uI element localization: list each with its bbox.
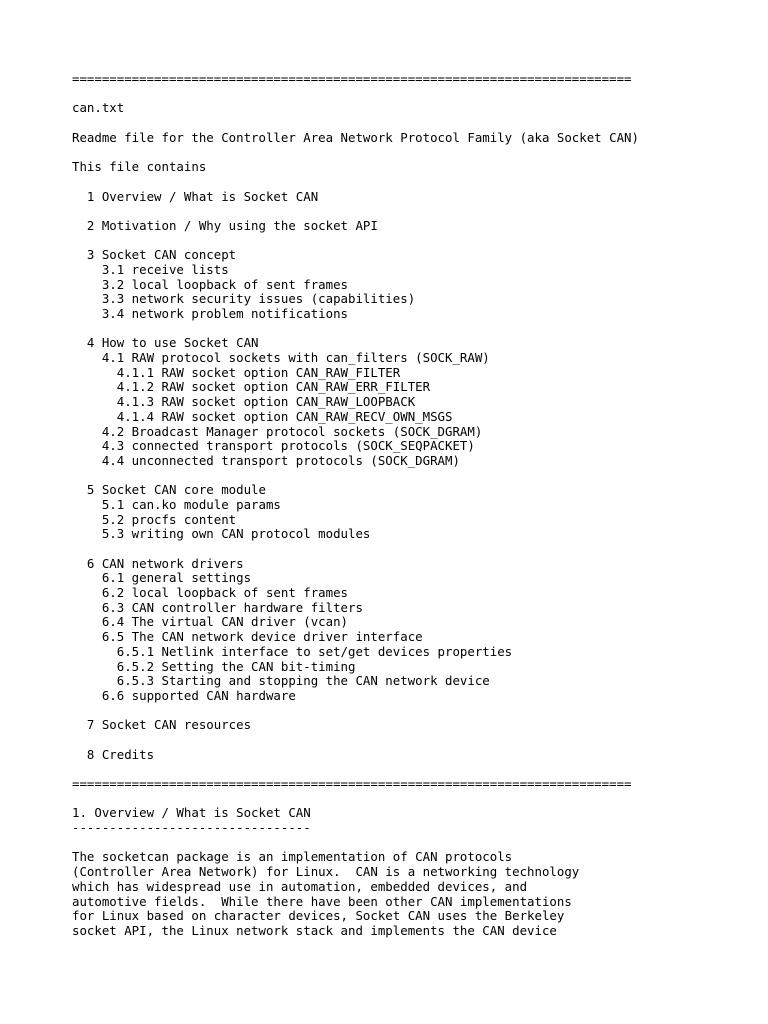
- blank-line: [72, 87, 692, 102]
- body-text-line: The socketcan package is an implementation of CAN protocols: [72, 849, 513, 865]
- toc-subsubentry: 4.1.3 RAW socket option CAN_RAW_LOOPBACK: [72, 394, 416, 410]
- blank-line: [72, 792, 692, 807]
- section-heading: 1. Overview / What is Socket CAN: [72, 805, 311, 821]
- toc-entry: 1 Overview / What is Socket CAN: [72, 188, 319, 204]
- blank-line: [72, 762, 692, 777]
- blank-line: [72, 704, 692, 719]
- separator-line: ===========================================================================: [72, 776, 632, 791]
- toc-subentry: 6.5 The CAN network device driver interface: [72, 629, 423, 645]
- toc-subentry: 4.1 RAW protocol sockets with can_filters (SOCK_RAW): [72, 350, 490, 366]
- blank-line: [72, 733, 692, 748]
- blank-line: [72, 204, 692, 219]
- file-name: can.txt: [72, 100, 125, 116]
- toc-subsubentry: 6.5.1 Netlink interface to set/get devices properties: [72, 643, 513, 659]
- body-text-line: for Linux based on character devices, Socket CAN uses the Berkeley: [72, 908, 565, 924]
- toc-subsubentry: 4.1.4 RAW socket option CAN_RAW_RECV_OWN_MSGS: [72, 408, 453, 424]
- toc-subentry: 3.3 network security issues (capabilities): [72, 291, 416, 307]
- toc-intro: This file contains: [72, 159, 207, 175]
- body-text-line: which has widespread use in automation, embedded devices, and: [72, 878, 528, 894]
- toc-subentry: 4.4 unconnected transport protocols (SOCK_DGRAM): [72, 452, 460, 468]
- toc-subentry: 4.3 connected transport protocols (SOCK_SEQPACKET): [72, 438, 475, 454]
- toc-entry: 2 Motivation / Why using the socket API: [72, 217, 378, 233]
- toc-subentry: 6.4 The virtual CAN driver (vcan): [72, 614, 349, 630]
- toc-subsubentry: 6.5.2 Setting the CAN bit-timing: [72, 658, 356, 674]
- blank-line: [72, 116, 692, 131]
- toc-subsubentry: 6.5.3 Starting and stopping the CAN network device: [72, 673, 490, 689]
- toc-subsubentry: 4.1.2 RAW socket option CAN_RAW_ERR_FILTER: [72, 379, 431, 395]
- toc-entry: 5 Socket CAN core module: [72, 482, 266, 498]
- toc-subsubentry: 4.1.1 RAW socket option CAN_RAW_FILTER: [72, 364, 401, 380]
- blank-line: [72, 175, 692, 190]
- toc-entry: 4 How to use Socket CAN: [72, 335, 259, 351]
- toc-entry: 3 Socket CAN concept: [72, 247, 237, 263]
- toc-subentry: 5.3 writing own CAN protocol modules: [72, 526, 371, 542]
- toc-subentry: 3.2 local loopback of sent frames: [72, 276, 349, 292]
- toc-subentry: 6.1 general settings: [72, 570, 252, 586]
- document-page: [72, 72, 692, 939]
- body-text-line: automotive fields. While there have been other CAN implementations: [72, 893, 572, 909]
- toc-subentry: 6.2 local loopback of sent frames: [72, 585, 349, 601]
- toc-subentry: 5.1 can.ko module params: [72, 496, 281, 512]
- toc-subentry: 3.4 network problem notifications: [72, 306, 349, 321]
- blank-line: [72, 542, 692, 557]
- blank-line: [72, 234, 692, 249]
- toc-subentry: 5.2 procfs content: [72, 511, 237, 527]
- toc-subentry: 3.1 receive lists: [72, 261, 229, 277]
- document-title: Readme file for the Controller Area Network Protocol Family (aka Socket CAN): [72, 129, 639, 145]
- toc-subentry: 4.2 Broadcast Manager protocol sockets (SOCK_DGRAM): [72, 423, 483, 439]
- toc-entry: 6 CAN network drivers: [72, 555, 244, 571]
- body-text-line: socket API, the Linux network stack and implements the CAN device: [72, 922, 557, 938]
- separator-line: ===========================================================================: [72, 71, 632, 86]
- body-text-line: (Controller Area Network) for Linux. CAN is a networking technology: [72, 864, 580, 880]
- blank-line: [72, 322, 692, 337]
- heading-underline: --------------------------------: [72, 820, 311, 836]
- blank-line: [72, 145, 692, 160]
- toc-subentry: 6.6 supported CAN hardware: [72, 687, 296, 703]
- blank-line: [72, 836, 692, 851]
- blank-line: [72, 469, 692, 484]
- toc-entry: 8 Credits: [72, 746, 155, 762]
- toc-entry: 7 Socket CAN resources: [72, 717, 252, 733]
- toc-subentry: 6.3 CAN controller hardware filters: [72, 599, 363, 615]
